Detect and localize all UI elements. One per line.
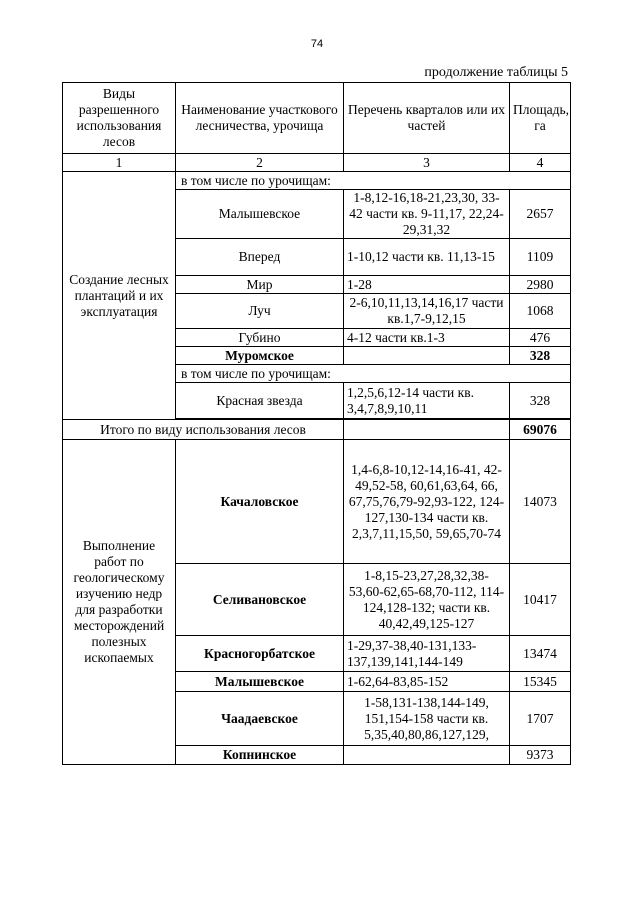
quarters-list	[344, 347, 510, 365]
table-row	[63, 440, 571, 564]
quarters-list: 1-58,131-138,144-149, 151,154-158 части кв. 5,35,40,80,86,127,129,	[344, 692, 510, 746]
table-continuation-note: продолжение таблицы 5	[424, 65, 568, 80]
total-quarters	[344, 420, 510, 440]
forestry-name: Копнинское	[176, 746, 344, 765]
header-area: Площадь, га	[510, 83, 571, 154]
forest-use-table	[62, 82, 571, 765]
page-number: 74	[310, 38, 324, 50]
area-value: 9373	[510, 746, 571, 765]
forestry-name: Малышевское	[176, 672, 344, 692]
quarters-list: 1-28	[344, 276, 510, 294]
area-value: 10417	[510, 564, 571, 636]
column-number: 3	[344, 154, 510, 172]
quarters-list: 1-29,37-38,40-131,133-137,139,141,144-149	[344, 636, 510, 672]
table-row	[63, 172, 571, 190]
quarters-list: 1,2,5,6,12-14 части кв. 3,4,7,8,9,10,11	[344, 383, 510, 419]
header-use-type: Виды разрешенного использования лесов	[63, 83, 176, 154]
quarters-list: 1-8,12-16,18-21,23,30, 33-42 части кв. 9-11,17, 22,24-29,31,32	[344, 190, 510, 239]
area-value: 328	[510, 347, 571, 365]
quarters-list: 2-6,10,11,13,14,16,17 части кв.1,7-9,12,15	[344, 294, 510, 329]
area-value: 1707	[510, 692, 571, 746]
total-area: 69076	[510, 420, 571, 440]
area-value: 15345	[510, 672, 571, 692]
area-value: 2657	[510, 190, 571, 239]
forestry-name: Красногорбатское	[176, 636, 344, 672]
total-row	[63, 420, 571, 440]
forestry-name: Мир	[176, 276, 344, 294]
forestry-name: Селивановское	[176, 564, 344, 636]
total-label: Итого по виду использования лесов	[63, 420, 344, 440]
area-value: 14073	[510, 440, 571, 564]
quarters-list: 1-8,15-23,27,28,32,38-53,60-62,65-68,70-112, 114-124,128-132; части кв. 40,42,49,125-127	[344, 564, 510, 636]
area-value: 476	[510, 329, 571, 347]
column-number-row	[63, 154, 571, 172]
use-type-cell: Выполнение работ по геологическому изучению недр для разработки месторождений полезных ископаемых	[63, 440, 176, 765]
forestry-name: Качаловское	[176, 440, 344, 564]
area-value: 13474	[510, 636, 571, 672]
use-type-cell: Создание лесных плантаций и их эксплуатация	[63, 172, 176, 420]
subsection-label: в том числе по урочищам:	[176, 365, 571, 383]
quarters-list: 1-62,64-83,85-152	[344, 672, 510, 692]
forestry-name: Красная звезда	[176, 383, 344, 419]
area-value: 1068	[510, 294, 571, 329]
area-value: 2980	[510, 276, 571, 294]
area-value: 1109	[510, 239, 571, 276]
forestry-name: Вперед	[176, 239, 344, 276]
column-number: 1	[63, 154, 176, 172]
subsection-label: в том числе по урочищам:	[176, 172, 571, 190]
forestry-name: Губино	[176, 329, 344, 347]
header-quarters: Перечень кварталов или их частей	[344, 83, 510, 154]
quarters-list	[344, 746, 510, 765]
forestry-name: Муромское	[176, 347, 344, 365]
quarters-list: 1,4-6,8-10,12-14,16-41, 42-49,52-58, 60,61,63,64, 66, 67,75,76,79-92,93-122, 124-127,130-134 части кв. 2,3,7,11,15,50, 59,65,70-74	[344, 440, 510, 564]
column-number: 2	[176, 154, 344, 172]
quarters-list: 4-12 части кв.1-3	[344, 329, 510, 347]
header-forestry-name: Наименование участкового лесничества, урочища	[176, 83, 344, 154]
area-value: 328	[510, 383, 571, 419]
header-row	[63, 83, 571, 154]
quarters-list: 1-10,12 части кв. 11,13-15	[344, 239, 510, 276]
forestry-name: Чаадаевское	[176, 692, 344, 746]
column-number: 4	[510, 154, 571, 172]
forestry-name: Малышевское	[176, 190, 344, 239]
forestry-name: Луч	[176, 294, 344, 329]
